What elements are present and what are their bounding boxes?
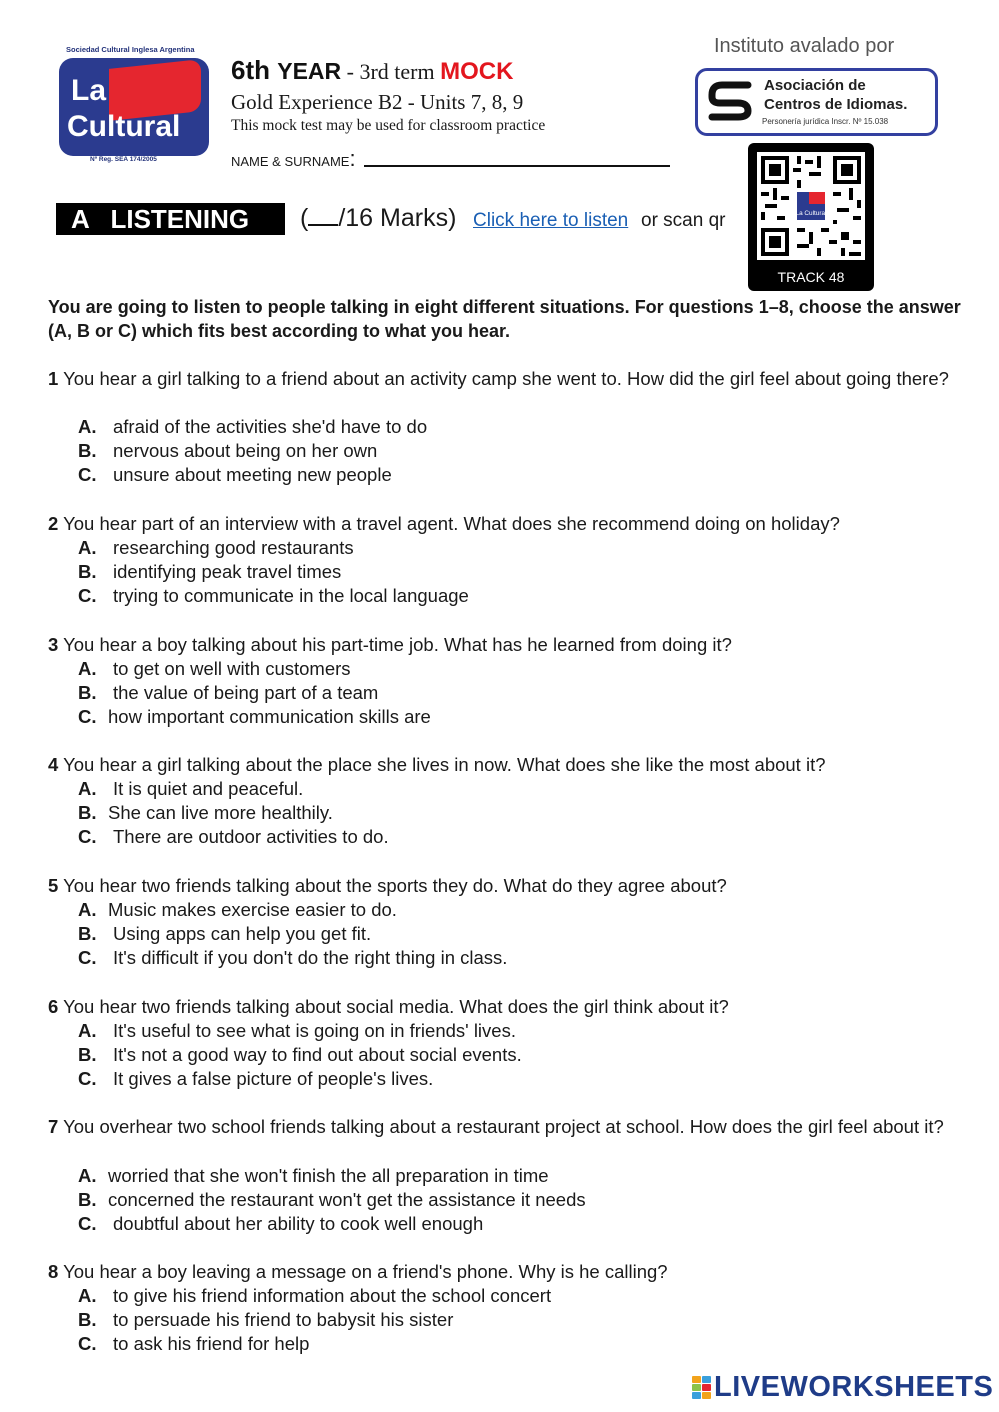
qr-pattern (757, 152, 865, 260)
option-5b[interactable] (78, 922, 371, 946)
logo-word-cultural: Cultural (67, 110, 181, 143)
option-letter: B. (78, 561, 97, 582)
option-letter: C. (78, 1333, 97, 1354)
option-5c[interactable] (78, 946, 507, 970)
option-text: It gives a false picture of people's lives. (113, 1068, 434, 1089)
name-label-text: NAME & SURNAME (231, 154, 350, 169)
exam-year: 6th (231, 55, 270, 85)
option-text: doubtful about her ability to cook well enough (113, 1213, 484, 1234)
liveworksheets-icon (692, 1376, 712, 1400)
section-badge: A LISTENING (56, 203, 285, 235)
option-3c[interactable] (78, 705, 431, 729)
option-8a[interactable] (78, 1284, 551, 1308)
option-text: how important communication skills are (108, 706, 431, 727)
option-text: afraid of the activities she'd have to do (113, 416, 428, 437)
option-letter: C. (78, 1213, 97, 1234)
option-text: to give his friend information about the school concert (113, 1285, 552, 1306)
option-letter: C. (78, 706, 97, 727)
logo-word-la: La (71, 74, 107, 107)
exam-term: - 3rd term (341, 59, 441, 84)
option-6b[interactable] (78, 1043, 522, 1067)
track-label: TRACK 48 (777, 269, 845, 285)
option-letter: A. (78, 1285, 97, 1306)
question-number: 7 (48, 1116, 59, 1137)
option-text: to get on well with customers (113, 658, 351, 679)
question-2 (48, 512, 968, 536)
option-letter: C. (78, 464, 97, 485)
option-text: unsure about meeting new people (113, 464, 392, 485)
question-text: You hear a girl talking to a friend about an activity camp she went to. How did the girl feel about going there? (63, 368, 949, 389)
option-letter: B. (78, 923, 97, 944)
question-text: You hear two friends talking about social media. What does the girl think about it? (63, 996, 729, 1017)
name-input-line[interactable] (364, 165, 670, 167)
option-6c[interactable] (78, 1067, 433, 1091)
marks-close: /16 Marks) (338, 204, 457, 232)
marks-open: ( (300, 204, 309, 232)
option-1b[interactable] (78, 439, 377, 463)
option-letter: A. (78, 1165, 97, 1186)
logo-org-name: Sociedad Cultural Inglesa Argentina (66, 45, 195, 54)
option-5a[interactable] (78, 898, 397, 922)
question-1 (48, 367, 968, 391)
option-2a[interactable] (78, 536, 354, 560)
section-marks (300, 204, 456, 233)
question-number: 1 (48, 368, 59, 389)
option-letter: C. (78, 585, 97, 606)
option-text: Using apps can help you get fit. (113, 923, 372, 944)
logo-registration: Nº Reg. SEA 174/2005 (90, 156, 157, 163)
question-number: 6 (48, 996, 59, 1017)
option-letter: B. (78, 1309, 97, 1330)
exam-note: This mock test may be used for classroom practice (231, 117, 546, 134)
question-number: 4 (48, 754, 59, 775)
option-3a[interactable] (78, 657, 351, 681)
exam-year-word: YEAR (277, 58, 342, 84)
question-number: 5 (48, 875, 59, 896)
question-text: You hear a boy leaving a message on a friend's phone. Why is he calling? (63, 1261, 668, 1282)
option-2b[interactable] (78, 560, 341, 584)
option-text: It's not a good way to find out about social events. (113, 1044, 522, 1065)
question-text: You hear a girl talking about the place she lives in now. What does she like the most about it? (63, 754, 826, 775)
question-text: You hear part of an interview with a travel agent. What does she recommend doing on holiday? (63, 513, 840, 534)
option-text: the value of being part of a team (113, 682, 379, 703)
aci-line3: Personería jurídica Inscr. Nº 15.038 (762, 117, 889, 126)
question-8 (48, 1260, 968, 1284)
option-6a[interactable] (78, 1019, 516, 1043)
question-text: You hear a boy talking about his part-time job. What has he learned from doing it? (63, 634, 732, 655)
exam-mock: MOCK (440, 58, 514, 85)
question-6 (48, 995, 968, 1019)
option-letter: A. (78, 1020, 97, 1041)
option-text: to ask his friend for help (113, 1333, 310, 1354)
la-cultural-logo (59, 58, 209, 156)
option-letter: A. (78, 537, 97, 558)
option-text: It's useful to see what is going on in friends' lives. (113, 1020, 516, 1041)
option-letter: C. (78, 947, 97, 968)
option-text: trying to communicate in the local language (113, 585, 469, 606)
option-7c[interactable] (78, 1212, 483, 1236)
option-text: to persuade his friend to babysit his sister (113, 1309, 454, 1330)
option-8c[interactable] (78, 1332, 309, 1356)
aci-logo (695, 68, 938, 136)
option-letter: A. (78, 778, 97, 799)
option-letter: A. (78, 416, 97, 437)
option-text: researching good restaurants (113, 537, 354, 558)
question-5 (48, 874, 968, 898)
option-text: It is quiet and peaceful. (113, 778, 304, 799)
option-letter: B. (78, 802, 97, 823)
option-letter: C. (78, 1068, 97, 1089)
question-number: 8 (48, 1261, 59, 1282)
option-4c[interactable] (78, 825, 389, 849)
option-text: There are outdoor activities to do. (113, 826, 389, 847)
exam-book: Gold Experience B2 - Units 7, 8, 9 (231, 90, 524, 114)
option-7b[interactable] (78, 1188, 586, 1212)
question-number: 3 (48, 634, 59, 655)
option-8b[interactable] (78, 1308, 453, 1332)
question-text: You hear two friends talking about the sports they do. What do they agree about? (63, 875, 727, 896)
aci-line1: Asociación de (764, 77, 866, 94)
option-1a[interactable] (78, 415, 427, 439)
instructions: You are going to listen to people talking in eight different situations. For questions 1–8, choose the answer (A, B or C) which fits best according to what you hear. (48, 297, 961, 341)
accreditation-title: Instituto avalado por (714, 35, 895, 57)
option-text: Music makes exercise easier to do. (108, 899, 397, 920)
option-1c[interactable] (78, 463, 392, 487)
marks-blank[interactable] (308, 204, 338, 226)
option-letter: C. (78, 826, 97, 847)
option-text: worried that she won't finish the all preparation in time (108, 1165, 549, 1186)
liveworksheets-text: LIVEWORKSHEETS (714, 1371, 994, 1403)
scan-qr-text: or scan qr (641, 210, 726, 231)
option-text: She can live more healthily. (108, 802, 333, 823)
option-letter: A. (78, 899, 97, 920)
listen-link[interactable]: Click here to listen (473, 210, 629, 231)
option-letter: A. (78, 658, 97, 679)
exam-title (231, 55, 513, 86)
option-3b[interactable] (78, 681, 378, 705)
question-7 (48, 1115, 968, 1139)
qr-code[interactable] (748, 143, 874, 291)
question-text: You overhear two school friends talking about a restaurant project at school. How does the girl feel about it? (63, 1116, 944, 1137)
question-4 (48, 753, 968, 777)
question-number: 2 (48, 513, 59, 534)
qr-center-badge: La Cultural (795, 210, 827, 218)
aci-line2: Centros de Idiomas. (764, 96, 908, 113)
option-letter: B. (78, 440, 97, 461)
option-letter: B. (78, 1189, 97, 1210)
option-text: concerned the restaurant won't get the assistance it needs (108, 1189, 586, 1210)
option-4a[interactable] (78, 777, 303, 801)
option-2c[interactable] (78, 584, 469, 608)
option-text: identifying peak travel times (113, 561, 342, 582)
aci-mark-icon (708, 81, 752, 121)
option-4b[interactable] (78, 801, 333, 825)
option-letter: B. (78, 682, 97, 703)
option-letter: B. (78, 1044, 97, 1065)
option-text: nervous about being on her own (113, 440, 378, 461)
option-text: It's difficult if you don't do the right thing in class. (113, 947, 508, 968)
name-label-colon: : (349, 146, 356, 171)
question-3 (48, 633, 968, 657)
name-label (231, 146, 356, 172)
option-7a[interactable] (78, 1164, 549, 1188)
